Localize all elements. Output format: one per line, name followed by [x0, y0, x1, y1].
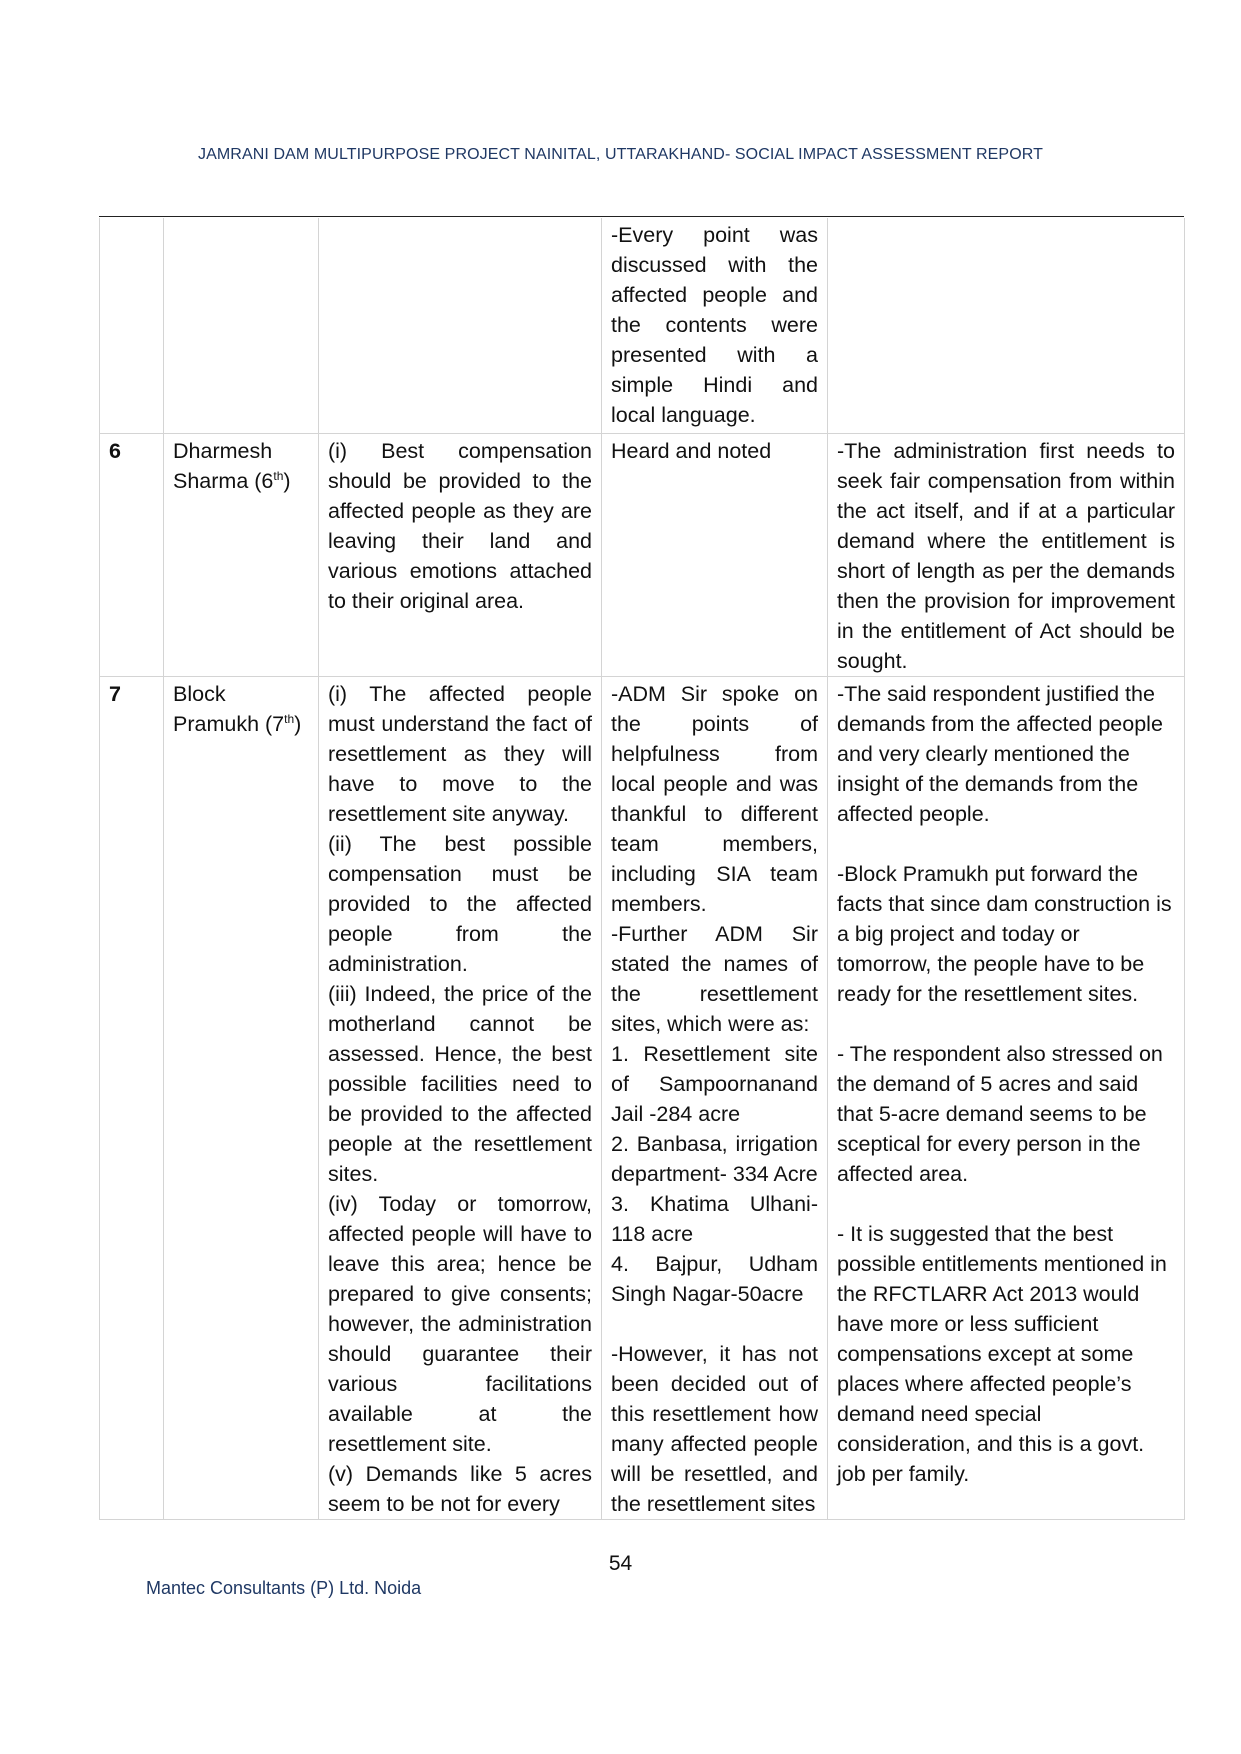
issue-item: (i) The affected people must understand the fact of resettlement as they will have to move to the resettlement site anyway. [328, 681, 592, 826]
footer-company: Mantec Consultants (P) Ltd. Noida [146, 1578, 422, 1598]
response-item: 2. Banbasa, irrigation department- 334 Acre [611, 1131, 818, 1186]
name-cell [164, 676, 319, 1519]
issue-item: (iii) Indeed, the price of the motherland cannot be assessed. Hence, the best possible facilities need to be provided to the affected people at the resettlement sites. [328, 981, 592, 1186]
name-cell [164, 433, 319, 676]
issue-text: (i) Best compensation should be provided to the affected people as they are leaving their land and various emotions attached to their original area. [328, 438, 592, 613]
response-item: 4. Bajpur, Udham Singh Nagar-50acre [611, 1251, 818, 1306]
name-cell [164, 218, 319, 433]
spacer [837, 1189, 1175, 1219]
response-item: -However, it has not been decided out of this resettlement how many affected people will be resettled, and the resettlement sites [611, 1341, 818, 1516]
issue-item: (iv) Today or tomorrow, affected people will have to leave this area; hence be prepared to give consents; however, the administration should guarantee their various facilitations available at the resettlement site. [328, 1191, 592, 1456]
remarks-cell [828, 433, 1185, 676]
response-cell [602, 218, 828, 433]
response-cell [602, 676, 828, 1519]
name-close: ) [294, 711, 302, 736]
page-number: 54 [608, 1552, 633, 1575]
spacer [837, 1009, 1175, 1039]
header-rule [99, 216, 1184, 217]
ordinal-suffix: th [284, 711, 295, 726]
name-close: ) [283, 468, 291, 493]
issues-cell [319, 676, 602, 1519]
response-item: -Further ADM Sir stated the names of the resettlement sites, which were as: [611, 921, 818, 1036]
respondent-name: Dharmesh Sharma (6 [173, 438, 274, 493]
spacer [837, 829, 1175, 859]
issue-item: (ii) The best possible compensation must be provided to the affected people from the administration. [328, 831, 592, 976]
issue-item: (v) Demands like 5 acres seem to be not for every [328, 1461, 592, 1516]
consultation-table [99, 218, 1185, 1520]
sl-no-cell: 6 [100, 433, 164, 676]
spacer [611, 1309, 818, 1339]
remark-item: -The said respondent justified the demands from the affected people and very clearly mentioned the insight of the demands from the affected people. [837, 681, 1163, 826]
sl-no-cell: 7 [100, 676, 164, 1519]
remarks-cell [828, 676, 1185, 1519]
remarks-cell [828, 218, 1185, 433]
response-text: Heard and noted [611, 438, 772, 463]
respondent-name: Block Pramukh (7 [173, 681, 285, 736]
response-item: 1. Resettlement site of Sampoornanand Jail -284 acre [611, 1041, 818, 1126]
response-item: -ADM Sir spoke on the points of helpfulness from local people and was thankful to different team members, including SIA team members. [611, 681, 818, 916]
issues-cell [319, 433, 602, 676]
sl-no-cell [100, 218, 164, 433]
remarks-text: -The administration first needs to seek fair compensation from within the act itself, and if at a particular demand where the entitlement is short of length as per the demands then the provision for improvement in the entitlement of Act should be sought. [837, 438, 1175, 673]
response-text: -Every point was discussed with the affected people and the contents were presented with a simple Hindi and local language. [611, 223, 818, 427]
response-cell [602, 433, 828, 676]
response-item: 3. Khatima Ulhani- 118 acre [611, 1191, 818, 1246]
remark-item: -Block Pramukh put forward the facts that since dam construction is a big project and today or tomorrow, the people have to be ready for the resettlement sites. [837, 861, 1172, 1006]
table-row [100, 218, 1185, 433]
remark-item: - The respondent also stressed on the demand of 5 acres and said that 5-acre demand seems to be sceptical for every person in the affected area. [837, 1041, 1163, 1186]
remark-item: - It is suggested that the best possible entitlements mentioned in the RFCTLARR Act 2013 would have more or less sufficient compensations except at some places where affected people’s demand need special consideration, and this is a govt. job per family. [837, 1221, 1167, 1486]
report-header: JAMRANI DAM MULTIPURPOSE PROJECT NAINITAL, UTTARAKHAND- SOCIAL IMPACT ASSESSMENT REPORT [198, 146, 1043, 163]
table-row [100, 433, 1185, 676]
issues-cell [319, 218, 602, 433]
ordinal-suffix: th [273, 468, 284, 483]
table-row [100, 676, 1185, 1519]
